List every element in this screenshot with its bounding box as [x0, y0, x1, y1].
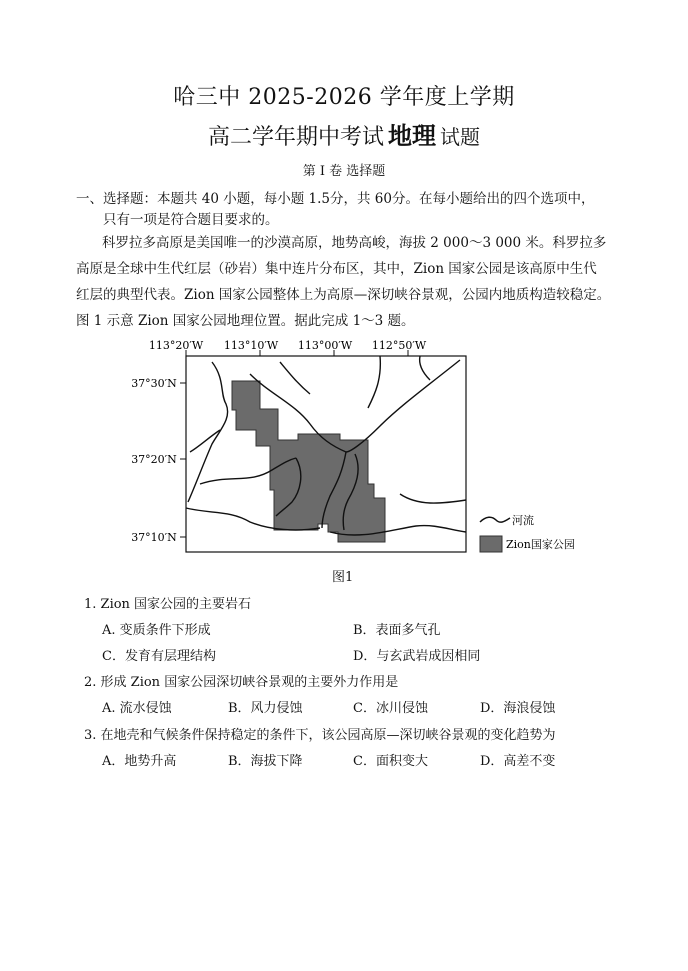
question-1-option-b: B．表面多气孔 [353, 623, 441, 638]
zion-location-map [100, 334, 600, 564]
passage-line-2: 高原是全球中生代红层（砂岩）集中连片分布区，其中，Zion 国家公园是该高原中生代 [76, 261, 597, 277]
question-1-option-a: A. 变质条件下形成 [102, 623, 211, 638]
volume-label: 第 I 卷 选择题 [302, 164, 386, 179]
question-1-stem: 1. Zion 国家公园的主要岩石 [84, 597, 252, 612]
lat-label: 37°20′N [131, 453, 177, 466]
exam-subtitle-post: 试题 [440, 125, 480, 149]
instructions-line-1: 一、选择题：本题共 40 小题，每小题 1.5分，共 60分。在每小题给出的四个选项中， [76, 191, 595, 207]
lon-label: 112°50′W [371, 339, 427, 352]
river-legend-label: 河流 [512, 514, 534, 527]
question-2-option-b: B．风力侵蚀 [228, 701, 303, 716]
question-3-stem: 3. 在地壳和气候条件保持稳定的条件下，该公园高原—深切峡谷景观的变化趋势为 [84, 728, 556, 743]
question-3-option-b: B．海拔下降 [228, 754, 303, 769]
lat-label: 37°30′N [131, 377, 177, 390]
lat-label: 37°10′N [131, 531, 177, 544]
figure-caption: 图1 [332, 570, 354, 585]
lon-label: 113°20′W [148, 339, 204, 352]
exam-title: 哈三中 2025-2026 学年度上学期 [173, 85, 515, 110]
passage-line-1: 科罗拉多高原是美国唯一的沙漠高原，地势高峻，海拔 2 000～3 000 米。科罗拉多 [102, 235, 607, 251]
lon-label: 113°10′W [223, 339, 279, 352]
question-1-option-c: C．发育有层理结构 [102, 649, 216, 664]
question-2-option-c: C．冰川侵蚀 [353, 701, 428, 716]
park-legend-symbol [480, 536, 502, 552]
passage-line-3: 红层的典型代表。Zion 国家公园整体上为高原—深切峡谷景观，公园内地质构造较稳定。 [76, 287, 611, 303]
instructions-line-2: 只有一项是符合题目要求的。 [103, 212, 279, 228]
exam-subtitle-pre: 高二学年期中考试 [207, 125, 384, 150]
question-3-option-c: C．面积变大 [353, 754, 428, 769]
exam-subtitle [0, 116, 688, 151]
question-2-option-d: D．海浪侵蚀 [480, 701, 556, 716]
question-1-option-d: D．与玄武岩成因相同 [353, 649, 481, 664]
question-2-option-a: A. 流水侵蚀 [102, 701, 172, 716]
subject-name: 地理 [388, 122, 436, 150]
lon-label: 113°00′W [297, 339, 353, 352]
river-legend-symbol [480, 517, 510, 522]
question-3-option-a: A．地势升高 [102, 754, 177, 769]
park-legend-label: Zion国家公园 [506, 538, 575, 551]
passage-line-4: 图 1 示意 Zion 国家公园地理位置。据此完成 1～3 题。 [76, 313, 415, 329]
question-2-stem: 2. 形成 Zion 国家公园深切峡谷景观的主要外力作用是 [84, 675, 399, 690]
question-3-option-d: D．高差不变 [480, 754, 556, 769]
